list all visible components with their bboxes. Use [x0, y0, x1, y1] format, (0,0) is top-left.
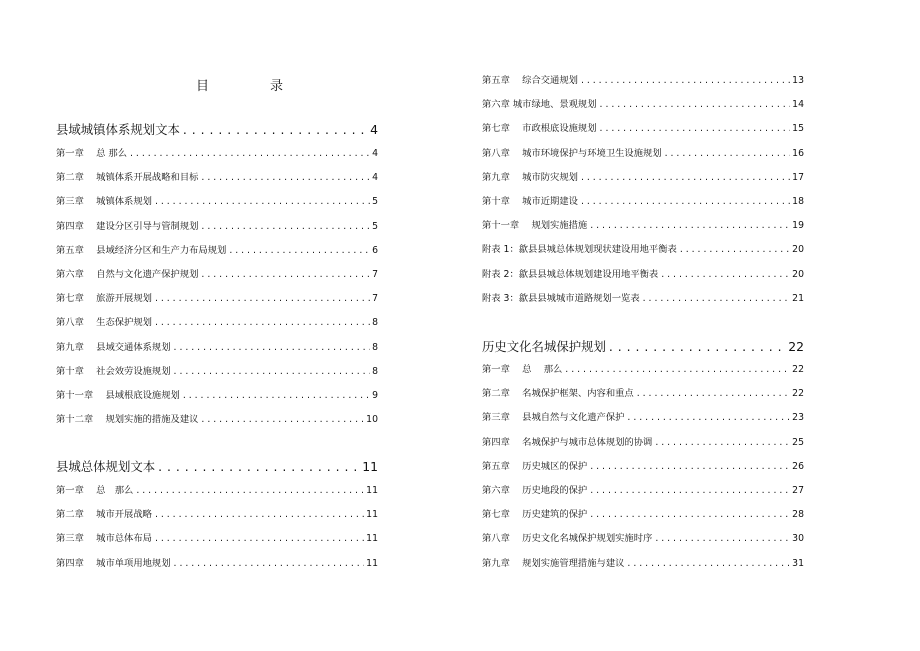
toc-entry-label: 第一章 总 那么 [56, 485, 134, 496]
toc-entry-label: 第九章 县域交通体系规划 [56, 341, 171, 353]
toc-section-heading[interactable] [482, 338, 804, 356]
toc-entry-page-number: 23 [792, 412, 804, 424]
toc-entry-label: 第七章 市政根底设施规划 [482, 123, 597, 135]
dot-leader [665, 146, 791, 162]
toc-entry[interactable] [482, 531, 804, 547]
toc-entry[interactable] [482, 507, 804, 523]
toc-entry[interactable] [56, 388, 378, 404]
dot-leader [627, 410, 790, 426]
toc-entry-label: 第十章 城市近期建设 [482, 196, 578, 207]
toc-entry-label: 第八章 生态保护规划 [56, 317, 152, 329]
toc-entry-label: 第三章 县城自然与文化遗产保护 [482, 412, 625, 424]
dot-leader [174, 364, 371, 380]
toc-entry[interactable] [482, 73, 804, 89]
dot-leader [136, 483, 364, 499]
toc-entry-page-number: 17 [792, 171, 804, 183]
dot-leader [155, 291, 370, 307]
toc-entry[interactable] [482, 483, 804, 499]
dot-leader [155, 315, 370, 331]
dot-leader [655, 435, 790, 451]
toc-entry[interactable] [482, 386, 804, 402]
toc-entry[interactable] [56, 194, 378, 210]
toc-entry[interactable] [56, 243, 378, 259]
dot-leader [229, 243, 370, 259]
toc-entry-page-number: 20 [792, 244, 804, 256]
toc-entry-label: 第二章 城市开展战略 [56, 509, 152, 521]
toc-entry-page-number: 16 [792, 147, 804, 159]
toc-entry[interactable] [482, 267, 804, 283]
toc-entry-label: 第三章 城镇体系规划 [56, 196, 152, 208]
toc-entry[interactable] [56, 170, 378, 186]
toc-entry-page-number: 31 [792, 557, 804, 569]
toc-entry[interactable] [482, 218, 804, 234]
dot-leader [680, 242, 790, 258]
toc-entry[interactable] [482, 291, 804, 307]
toc-entry[interactable] [482, 146, 804, 162]
dot-leader [600, 97, 791, 113]
toc-entry-label: 第十一章 县域根底设施规划 [56, 390, 180, 401]
toc-entry-page-number: 11 [366, 509, 378, 521]
dot-leader [600, 121, 791, 137]
toc-entry-label: 第二章 名城保护框架、内容和重点 [482, 388, 634, 400]
dot-leader [174, 556, 365, 572]
dot-leader [201, 219, 370, 235]
toc-entry-page-number: 8 [372, 317, 378, 329]
toc-section-heading-page-number: 4 [370, 122, 378, 137]
toc-entry-page-number: 30 [792, 533, 804, 545]
dot-leader [590, 483, 790, 499]
toc-entry-page-number: 25 [792, 436, 804, 448]
dot-leader [581, 170, 790, 186]
toc-entry-page-number: 15 [792, 123, 804, 135]
toc-entry-label: 第二章 城镇体系开展战略和目标 [56, 172, 199, 184]
toc-entry-page-number: 6 [372, 244, 378, 256]
toc-entry-page-number: 5 [372, 220, 378, 232]
toc-entry-page-number: 18 [792, 196, 804, 207]
toc-entry-page-number: 19 [792, 220, 804, 232]
dot-leader [201, 170, 370, 186]
toc-entry[interactable] [56, 219, 378, 235]
toc-entry[interactable] [482, 459, 804, 475]
toc-entry[interactable] [482, 121, 804, 137]
toc-entry-page-number: 27 [792, 485, 804, 496]
toc-entry-page-number: 13 [792, 75, 804, 86]
toc-entry[interactable] [56, 556, 378, 572]
toc-entry-label: 第八章 历史文化名城保护规划实施时序 [482, 533, 653, 545]
dot-leader [637, 386, 790, 402]
toc-entry-page-number: 11 [366, 533, 378, 545]
toc-entry[interactable] [56, 507, 378, 523]
toc-section-heading-page-number: 11 [362, 459, 378, 474]
toc-entry-page-number: 5 [372, 196, 378, 208]
toc-entry-page-number: 22 [792, 388, 804, 400]
toc-entry-label: 第十章 社会效劳设施规划 [56, 365, 171, 377]
dot-leader [590, 218, 790, 234]
dot-leader [627, 556, 790, 572]
toc-entry-label: 第五章 历史城区的保护 [482, 460, 588, 472]
toc-entry[interactable] [56, 267, 378, 283]
dot-leader [643, 291, 791, 307]
toc-entry-label: 第十二章 规划实施的措施及建议 [56, 414, 199, 426]
toc-entry-label: 第十一章 规划实施措施 [482, 220, 588, 232]
toc-entry-label: 第四章 城市单项用地规划 [56, 557, 171, 569]
dot-leader [201, 267, 370, 283]
toc-entry[interactable] [56, 291, 378, 307]
dot-leader [155, 194, 370, 210]
toc-entry[interactable] [56, 315, 378, 331]
toc-entry-page-number: 8 [372, 341, 378, 353]
dot-leader [183, 121, 368, 139]
toc-entry-label: 第四章 名城保护与城市总体规划的协调 [482, 436, 653, 448]
toc-entry-page-number: 22 [792, 364, 804, 375]
toc-entry-label: 第三章 城市总体布局 [56, 533, 152, 545]
toc-entry-label: 第六章 历史地段的保护 [482, 485, 588, 496]
toc-entry-label: 第九章 城市防灾规划 [482, 171, 578, 183]
toc-entry-label: 附表 1：歙县县城总体规划现状建设用地平衡表 [482, 244, 677, 256]
toc-entry-page-number: 26 [792, 460, 804, 472]
toc-entry-label: 第七章 历史建筑的保护 [482, 509, 588, 521]
toc-entry[interactable] [482, 194, 804, 210]
dot-leader [158, 458, 360, 476]
toc-entry-label: 第七章 旅游开展规划 [56, 293, 152, 305]
toc-entry[interactable] [482, 435, 804, 451]
toc-entry-page-number: 4 [372, 172, 378, 184]
dot-leader [581, 194, 790, 210]
dot-leader [565, 362, 790, 378]
toc-entry-label: 附表 3：歙县县城城市道路规划一览表 [482, 292, 640, 304]
dot-leader [130, 146, 370, 162]
toc-entry[interactable] [482, 242, 804, 258]
dot-leader [174, 340, 371, 356]
toc-section-heading[interactable] [56, 458, 378, 476]
toc-entry-label: 第一章 总 那么 [56, 148, 127, 159]
toc-entry-label: 第四章 建设分区引导与管制规划 [56, 220, 199, 232]
dot-leader [201, 412, 364, 428]
dot-leader [183, 388, 370, 404]
dot-leader [655, 531, 790, 547]
toc-entry-page-number: 21 [792, 292, 804, 304]
toc-entry-label: 第五章 县域经济分区和生产力布局规划 [56, 244, 227, 256]
dot-leader [581, 73, 790, 89]
toc-section-heading-label: 县域城镇体系规划文本 [56, 122, 180, 137]
toc-entry-label: 第一章 总 那么 [482, 364, 563, 375]
toc-entry[interactable] [482, 410, 804, 426]
dot-leader [590, 459, 790, 475]
dot-leader [661, 267, 790, 283]
toc-entry-page-number: 14 [792, 99, 804, 111]
toc-entry[interactable] [56, 364, 378, 380]
toc-entry-page-number: 8 [372, 365, 378, 377]
toc-entry[interactable] [56, 412, 378, 428]
toc-entry-page-number: 4 [372, 148, 378, 159]
toc-entry[interactable] [56, 531, 378, 547]
toc-entry-page-number: 11 [366, 557, 378, 569]
toc-entry-label: 第六章 自然与文化遗产保护规划 [56, 269, 199, 280]
toc-entry[interactable] [56, 146, 378, 162]
toc-entry-page-number: 20 [792, 268, 804, 280]
dot-leader [155, 507, 364, 523]
toc-section-heading-label: 县城总体规划文本 [56, 459, 156, 474]
dot-leader [155, 531, 364, 547]
toc-entry-label: 第六章 城市绿地、景观规划 [482, 99, 597, 111]
page-title: 目 录 [196, 79, 308, 94]
toc-entry[interactable] [56, 483, 378, 499]
toc-entry-page-number: 7 [372, 293, 378, 305]
toc-entry-page-number: 11 [366, 485, 378, 496]
dot-leader [590, 507, 790, 523]
toc-section-heading-label: 历史文化名城保护规划 [482, 339, 606, 354]
toc-entry-label: 第八章 城市环境保护与环境卫生设施规划 [482, 147, 662, 159]
toc-entry[interactable] [482, 170, 804, 186]
toc-entry-label: 附表 2：歙县县城总体规划建设用地平衡表 [482, 268, 659, 280]
toc-entry-page-number: 7 [372, 269, 378, 280]
toc-entry[interactable] [482, 362, 804, 378]
toc-section-heading-page-number: 22 [788, 339, 804, 354]
toc-entry-page-number: 9 [372, 390, 378, 401]
toc-entry[interactable] [56, 340, 378, 356]
toc-section-heading[interactable] [56, 121, 378, 139]
toc-entry-page-number: 10 [366, 414, 378, 426]
toc-entry-label: 第九章 规划实施管理措施与建议 [482, 557, 625, 569]
toc-entry-page-number: 28 [792, 509, 804, 521]
toc-entry[interactable] [482, 556, 804, 572]
dot-leader [609, 338, 786, 356]
toc-entry[interactable] [482, 97, 804, 113]
toc-entry-label: 第五章 综合交通规划 [482, 75, 578, 86]
